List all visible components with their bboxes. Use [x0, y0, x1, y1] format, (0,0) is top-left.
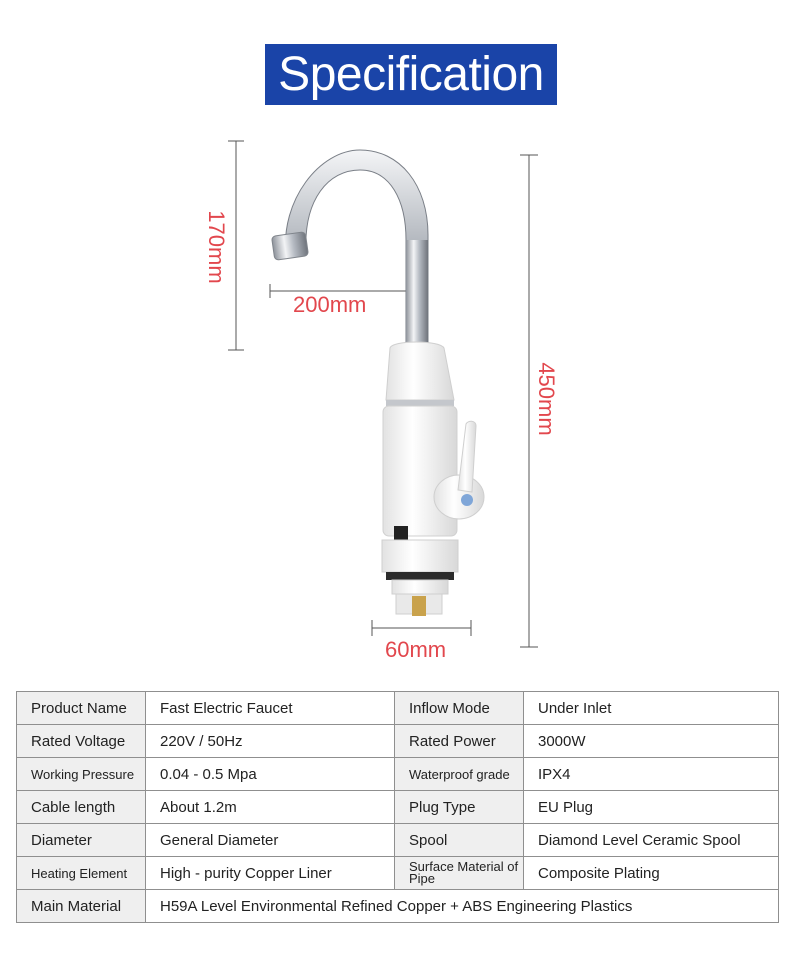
spec-label: Product Name: [17, 692, 146, 725]
dimension-spout-height: 170mm: [204, 210, 229, 284]
spec-value: H59A Level Environmental Refined Copper + ABS Engineering Plastics: [146, 890, 779, 923]
spec-label: Heating Element: [17, 857, 146, 890]
faucet-diagram: [0, 110, 800, 680]
spec-value: Composite Plating: [524, 857, 779, 890]
table-row: [17, 692, 779, 725]
specification-table: [16, 691, 779, 923]
spec-value: About 1.2m: [146, 791, 395, 824]
spec-label: Diameter: [17, 824, 146, 857]
spec-label: Cable length: [17, 791, 146, 824]
spec-value: Fast Electric Faucet: [146, 692, 395, 725]
spec-label: Working Pressure: [17, 758, 146, 791]
table-row: [17, 725, 779, 758]
dimension-total-height: 450mm: [534, 362, 559, 436]
dimension-base-width: 60mm: [385, 637, 447, 662]
spec-label: Main Material: [17, 890, 146, 923]
spec-label: Spool: [395, 824, 524, 857]
spec-value: 0.04 - 0.5 Mpa: [146, 758, 395, 791]
spec-value: IPX4: [524, 758, 779, 791]
table-row: [17, 857, 779, 890]
spec-value: 220V / 50Hz: [146, 725, 395, 758]
spec-value: EU Plug: [524, 791, 779, 824]
spec-value: Under Inlet: [524, 692, 779, 725]
spec-value: General Diameter: [146, 824, 395, 857]
spec-label: Surface Material of Pipe: [395, 857, 524, 890]
spec-label: Inflow Mode: [395, 692, 524, 725]
dimension-spout-reach: 200mm: [293, 292, 367, 317]
electric-faucet-icon: [271, 150, 484, 616]
spec-value: Diamond Level Ceramic Spool: [524, 824, 779, 857]
table-row: [17, 824, 779, 857]
table-row: [17, 890, 779, 923]
spec-value: High - purity Copper Liner: [146, 857, 395, 890]
spec-label: Rated Power: [395, 725, 524, 758]
page-title: Specification: [265, 44, 557, 105]
spec-value: 3000W: [524, 725, 779, 758]
spec-label: Waterproof grade: [395, 758, 524, 791]
spec-label: Rated Voltage: [17, 725, 146, 758]
table-row: [17, 758, 779, 791]
spec-label: Plug Type: [395, 791, 524, 824]
table-row: [17, 791, 779, 824]
